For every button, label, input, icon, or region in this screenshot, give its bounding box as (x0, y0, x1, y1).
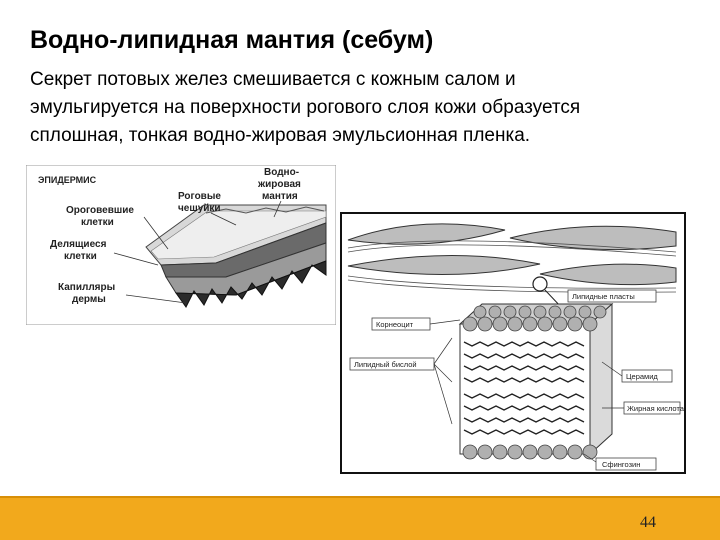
label-dividing-2: клетки (64, 251, 97, 262)
footer-bar (0, 498, 720, 540)
label-mantle: Водно- (264, 167, 300, 178)
label-capillaries: Капилляры (58, 282, 116, 293)
epidermis-header: ЭПИДЕРМИС (38, 175, 97, 185)
label-horny-scales: Роговые (178, 191, 221, 202)
label-lipid-plates: Липидные пласты (572, 292, 635, 301)
body-line: эмульгируется на поверхности рогового слоя кожи образуется (30, 97, 581, 118)
label-mantle-2: жировая (258, 179, 301, 190)
magnifier-circle (533, 277, 547, 291)
label-horny-scales-2: чешуйки (178, 203, 221, 214)
page-number: 44 (640, 514, 656, 531)
label-keratinized: Ороговевшие (66, 205, 134, 216)
slide-title: Водно-липидная мантия (себум) (30, 26, 434, 54)
label-corneocyte: Корнеоцит (376, 320, 414, 329)
label-sphingosine: Сфингозин (602, 460, 641, 469)
body-line: Секрет потовых желез смешивается с кожным салом и (30, 69, 516, 90)
lipid-structure-diagram (340, 212, 686, 474)
label-mantle-3: мантия (262, 191, 298, 202)
label-capillaries-2: дермы (72, 294, 106, 305)
label-fatty-acid: Жирная кислота (627, 404, 684, 413)
bilayer-block (460, 304, 612, 459)
label-keratinized-2: клетки (81, 217, 114, 228)
label-ceramide: Церамид (626, 372, 658, 381)
slide-body (30, 66, 700, 150)
label-dividing: Делящиеся (50, 239, 107, 250)
label-lipid-bilayer: Липидный бислой (354, 360, 417, 369)
body-line: сплошная, тонкая водно-жировая эмульсионная пленка. (30, 125, 531, 146)
epidermis-diagram (26, 165, 336, 325)
